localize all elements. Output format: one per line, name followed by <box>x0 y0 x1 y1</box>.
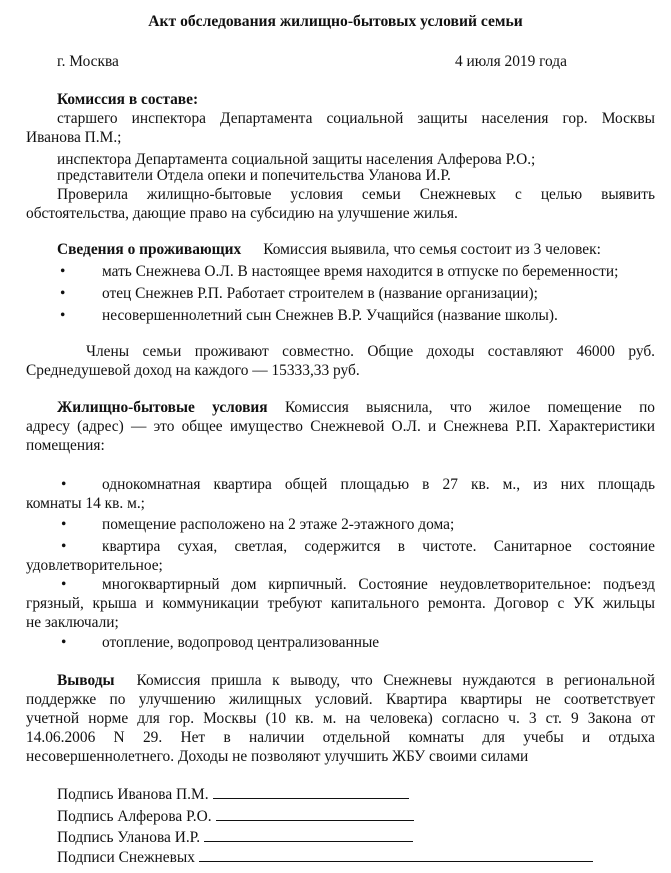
residents-heading-row <box>57 240 655 259</box>
bullet-icon: • <box>60 263 66 280</box>
housing-item <box>26 575 655 632</box>
commission-line3: представители Отдела опеки и попечительства Уланова И.Р. <box>57 167 451 184</box>
resident-item-text: отец Снежнев Р.П. Работает строителем в (название организации); <box>102 285 538 302</box>
signature-line[interactable] <box>213 784 409 799</box>
signature-label: Подпись Иванова П.М. <box>57 786 209 803</box>
housing-item-l2: грязный, крыша и коммуникации требуют капитального ремонта. Договор с УК жильцы <box>26 595 655 612</box>
signature-line[interactable] <box>204 827 413 842</box>
signature-row <box>57 847 593 867</box>
housing-item-l1: многоквартирный дом кирпичный. Состояние неудовлетворительное: подъезд <box>102 576 655 593</box>
bullet-icon: • <box>61 476 67 493</box>
signature-row <box>57 784 409 804</box>
conclusions-row1 <box>57 671 655 690</box>
residents-heading: Сведения о проживающих <box>57 241 242 258</box>
commission-heading: Комиссия в составе: <box>57 91 199 108</box>
housing-heading-row <box>57 398 655 417</box>
housing-item <box>26 537 655 575</box>
housing-intro-l1: Комиссия выяснила, что жилое помещение по <box>284 399 655 416</box>
commission-line1b: Иванова П.М.; <box>26 129 122 146</box>
housing-intro-l2: адресу (адрес) — это общее имущество Снежневой О.Л. и Снежнева Р.П. Характеристики <box>26 418 655 435</box>
housing-item-l3: не заключали; <box>26 614 119 631</box>
place: г. Москва <box>57 53 119 70</box>
bullet-icon: • <box>61 538 67 555</box>
housing-item-l1: однокомнатная квартира общей площадью в 27 кв. м., из них площадь <box>102 476 655 493</box>
conclusions-heading: Выводы <box>57 672 115 689</box>
bullet-icon: • <box>61 634 67 651</box>
signature-label: Подпись Уланова И.Р. <box>57 829 201 846</box>
signature-label: Подпись Алферова Р.О. <box>57 808 212 825</box>
housing-heading: Жилищно-бытовые условия <box>57 399 268 416</box>
housing-item-l1: отопление, водопровод централизованные <box>102 634 380 651</box>
housing-item-l2: удовлетворительное; <box>26 557 163 574</box>
housing-item <box>26 475 655 513</box>
signature-row <box>57 827 413 847</box>
income-l1: Члены семьи проживают совместно. Общие доходы составляют 46000 руб. <box>86 343 655 360</box>
commission-line1: старшего инспектора Департамента социальной защиты населения гор. Москвы <box>57 110 655 127</box>
signature-row <box>57 806 414 826</box>
resident-item-text: несовершеннолетний сын Снежнев В.Р. Учащийся (название школы). <box>102 307 558 324</box>
conclusions-l5: несовершеннолетнего. Доходы не позволяют улучшить ЖБУ своими силами <box>26 748 529 765</box>
document-title: Акт обследования жилищно-бытовых условий семьи <box>148 13 523 30</box>
commission-purpose-l2: обстоятельства, дающие право на субсидию на улучшение жилья. <box>26 205 458 222</box>
signature-label: Подписи Снежневых <box>57 849 195 866</box>
signature-line[interactable] <box>216 806 414 821</box>
housing-item <box>57 515 655 534</box>
conclusions-l2: поддержке по улучшению жилищных условий. Квартира квартиры не соответствует <box>26 691 655 708</box>
housing-item-l2: комнаты 14 кв. м.; <box>26 495 145 512</box>
housing-intro-l3: помещения: <box>26 437 105 454</box>
bullet-icon: • <box>61 516 67 533</box>
signature-line[interactable] <box>199 847 593 862</box>
commission-purpose-l1: Проверила жилищно-бытовые условия семьи Снежневых с целью выявить <box>57 186 655 203</box>
commission-line2: инспектора Департамента социальной защиты населения Алферова Р.О.; <box>57 151 536 168</box>
income-l2: Среднедушевой доход на каждого — 15333,33 руб. <box>26 362 360 379</box>
bullet-icon: • <box>60 285 66 302</box>
date: 4 июля 2019 года <box>455 53 567 70</box>
commission-heading-row <box>57 90 657 109</box>
residents-intro: Комиссия выявила, что семья состоит из 3 человек: <box>263 241 601 258</box>
bullet-icon: • <box>60 307 66 324</box>
housing-item-l1: квартира сухая, светлая, содержится в чистоте. Санитарное состояние <box>102 538 655 555</box>
housing-item-l1: помещение расположено на 2 этаже 2-этажного дома; <box>102 516 455 533</box>
conclusions-l4: 14.06.2006 N 29. Нет в наличии отдельной комнаты для учебы и отдыха <box>26 729 655 746</box>
conclusions-l1: Комиссия пришла к выводу, что Снежневы нуждаются в региональной <box>136 672 655 689</box>
housing-item <box>57 633 655 652</box>
resident-item-text: мать Снежнева О.Л. В настоящее время находится в отпуске по беременности; <box>102 263 619 280</box>
conclusions-l3: учетной норме для гор. Москвы (10 кв. м. на человека) согласно ч. 3 ст. 9 Закона от <box>26 710 655 727</box>
bullet-icon: • <box>61 576 67 593</box>
